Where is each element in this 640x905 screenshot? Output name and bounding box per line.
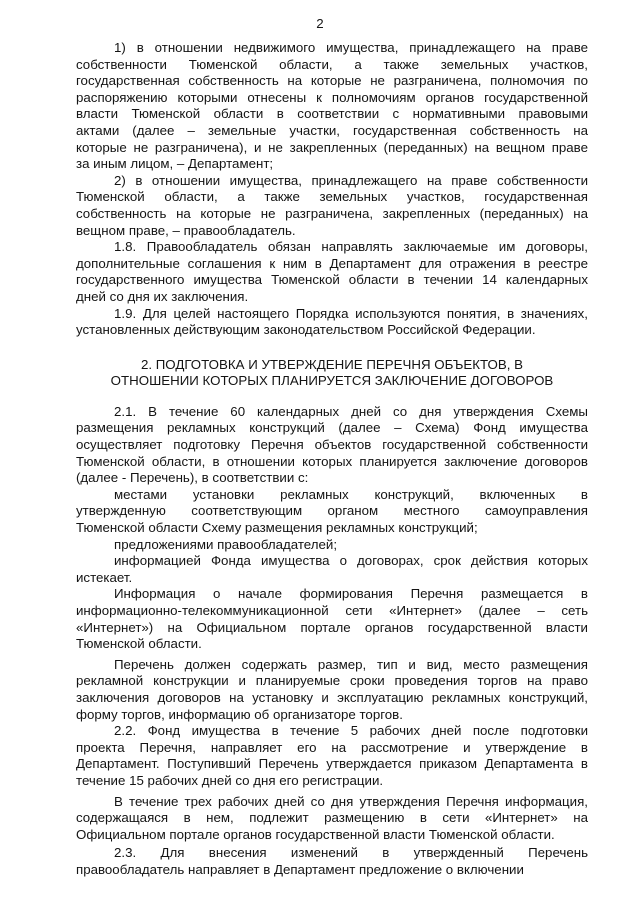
block-spacer	[76, 390, 588, 404]
text-line: 2) в отношении имущества, принадлежащего на праве собственности	[114, 172, 588, 188]
text-line: государственного имущества Тюменской области в течении 14 календарных	[76, 272, 588, 288]
text-line: которые не разграничена), и не закрепленных (переданных) на вещном праве	[76, 139, 588, 155]
text-line: размещения рекламных конструкций (далее – Схема) Фонд имущества	[76, 420, 588, 436]
text-line: дополнительные соглашения к ним в Департамент для отражения в реестре	[76, 255, 588, 271]
text-line: собственности Тюменской области, а также земельных участков,	[76, 56, 588, 72]
paragraph	[76, 794, 588, 844]
heading-line: ОТНОШЕНИИ КОТОРЫХ ПЛАНИРУЕТСЯ ЗАКЛЮЧЕНИЕ ДОГОВОРОВ	[110, 373, 554, 389]
text-line: В течение трех рабочих дней со дня утверждения Перечня информация,	[114, 793, 588, 809]
text-line: 2.2. Фонд имущества в течение 5 рабочих дней после подготовки	[114, 723, 588, 739]
text-line: истекает.	[76, 569, 133, 585]
text-line: содержащаяся в нем, подлежит размещению в сети «Интернет» на	[76, 810, 588, 826]
text-line: 1.9. Для целей настоящего Порядка используются понятия, в значениях,	[114, 305, 588, 321]
text-line: актами (далее – земельные участки, государственная собственность на	[76, 122, 588, 138]
text-line: власти Тюменской области в соответствии с нормативными правовыми	[76, 106, 588, 122]
text-line: собственность на которые не разграничена, закрепленных (переданных) на	[76, 205, 588, 221]
block-spacer	[76, 339, 588, 357]
text-line: распоряжению которыми отнесены к полномочиям органов государственной	[76, 89, 588, 105]
text-line: 2.1. В течение 60 календарных дней со дня утверждения Схемы	[114, 403, 588, 419]
text-line: установленных действующим законодательством Российской Федерации.	[76, 322, 536, 338]
text-line: Департамент. Поступивший Перечень утверждается приказом Департамента в	[76, 756, 588, 772]
text-line: 2.3. Для внесения изменений в утвержденный Перечень	[114, 845, 588, 861]
text-line: дней со дня их заключения.	[76, 288, 249, 304]
text-line: местами установки рекламных конструкций, включенных в	[114, 486, 588, 502]
paragraph	[76, 553, 588, 586]
text-line: рекламной конструкции и планируемые сроки проведения торгов на право	[76, 673, 588, 689]
text-line: Информация о начале формирования Перечня размещается в	[114, 586, 588, 602]
paragraph	[76, 845, 588, 878]
text-line: (далее - Перечень), в соответствии с:	[76, 470, 309, 486]
text-line: проекта Перечня, направляет его на рассмотрение и утверждение в	[76, 739, 588, 755]
text-line: Тюменской области.	[76, 636, 202, 652]
text-line: утвержденную соответствующим органом местного самоуправления	[76, 503, 588, 519]
text-line: заключения договоров на установку и эксплуатацию рекламных конструкций,	[76, 689, 588, 705]
text-line: течение 15 рабочих дней со дня его регистрации.	[76, 772, 384, 788]
document-body	[76, 40, 588, 879]
text-line: предложениями правообладателей;	[114, 536, 338, 552]
text-line: Тюменской области, в отношении которых планируется заключение договоров	[76, 453, 588, 469]
paragraph	[76, 657, 588, 723]
text-line: информационно-телекоммуникационной сети «Интернет» (далее – сеть	[76, 603, 588, 618]
text-line: осуществляет подготовку Перечня объектов государственной собственности	[76, 437, 588, 453]
paragraph	[76, 306, 588, 339]
paragraph	[76, 40, 588, 173]
paragraph	[76, 239, 588, 305]
text-line: 1) в отношении недвижимого имущества, принадлежащего на праве	[114, 40, 588, 55]
text-line: государственная собственность на которые не разграничена, полномочия по	[76, 73, 588, 89]
section-heading	[76, 357, 588, 390]
text-line: Тюменской области Схему размещения рекламных конструкций;	[76, 520, 478, 536]
text-line: «Интернет») на Официальном портале органов государственной власти	[76, 619, 588, 635]
text-line: Тюменской области, а также земельных участков, государственная	[76, 189, 588, 205]
text-line: информацией Фонда имущества о договорах, срок действия которых	[114, 553, 588, 569]
paragraph	[76, 173, 588, 239]
paragraph	[76, 537, 588, 554]
text-line: вещном праве, – правообладатель.	[76, 222, 296, 238]
text-line: форму торгов, информацию об организаторе торгов.	[76, 706, 403, 722]
text-line: 1.8. Правообладатель обязан направлять заключаемые им договоры,	[114, 239, 588, 255]
text-line: Официальном портале органов государственной власти Тюменской области.	[76, 826, 555, 842]
paragraph	[76, 404, 588, 487]
heading-line: 2. ПОДГОТОВКА И УТВЕРЖДЕНИЕ ПЕРЕЧНЯ ОБЪЕКТОВ, В	[140, 356, 524, 372]
text-line: правообладатель направляет в Департамент предложение о включении	[76, 861, 524, 877]
text-line: за иным лицом, – Департамент;	[76, 156, 274, 172]
paragraph	[76, 586, 588, 652]
paragraph	[76, 487, 588, 537]
page-number: 2	[316, 16, 324, 31]
paragraph	[76, 723, 588, 789]
text-line: Перечень должен содержать размер, тип и вид, место размещения	[114, 656, 588, 672]
